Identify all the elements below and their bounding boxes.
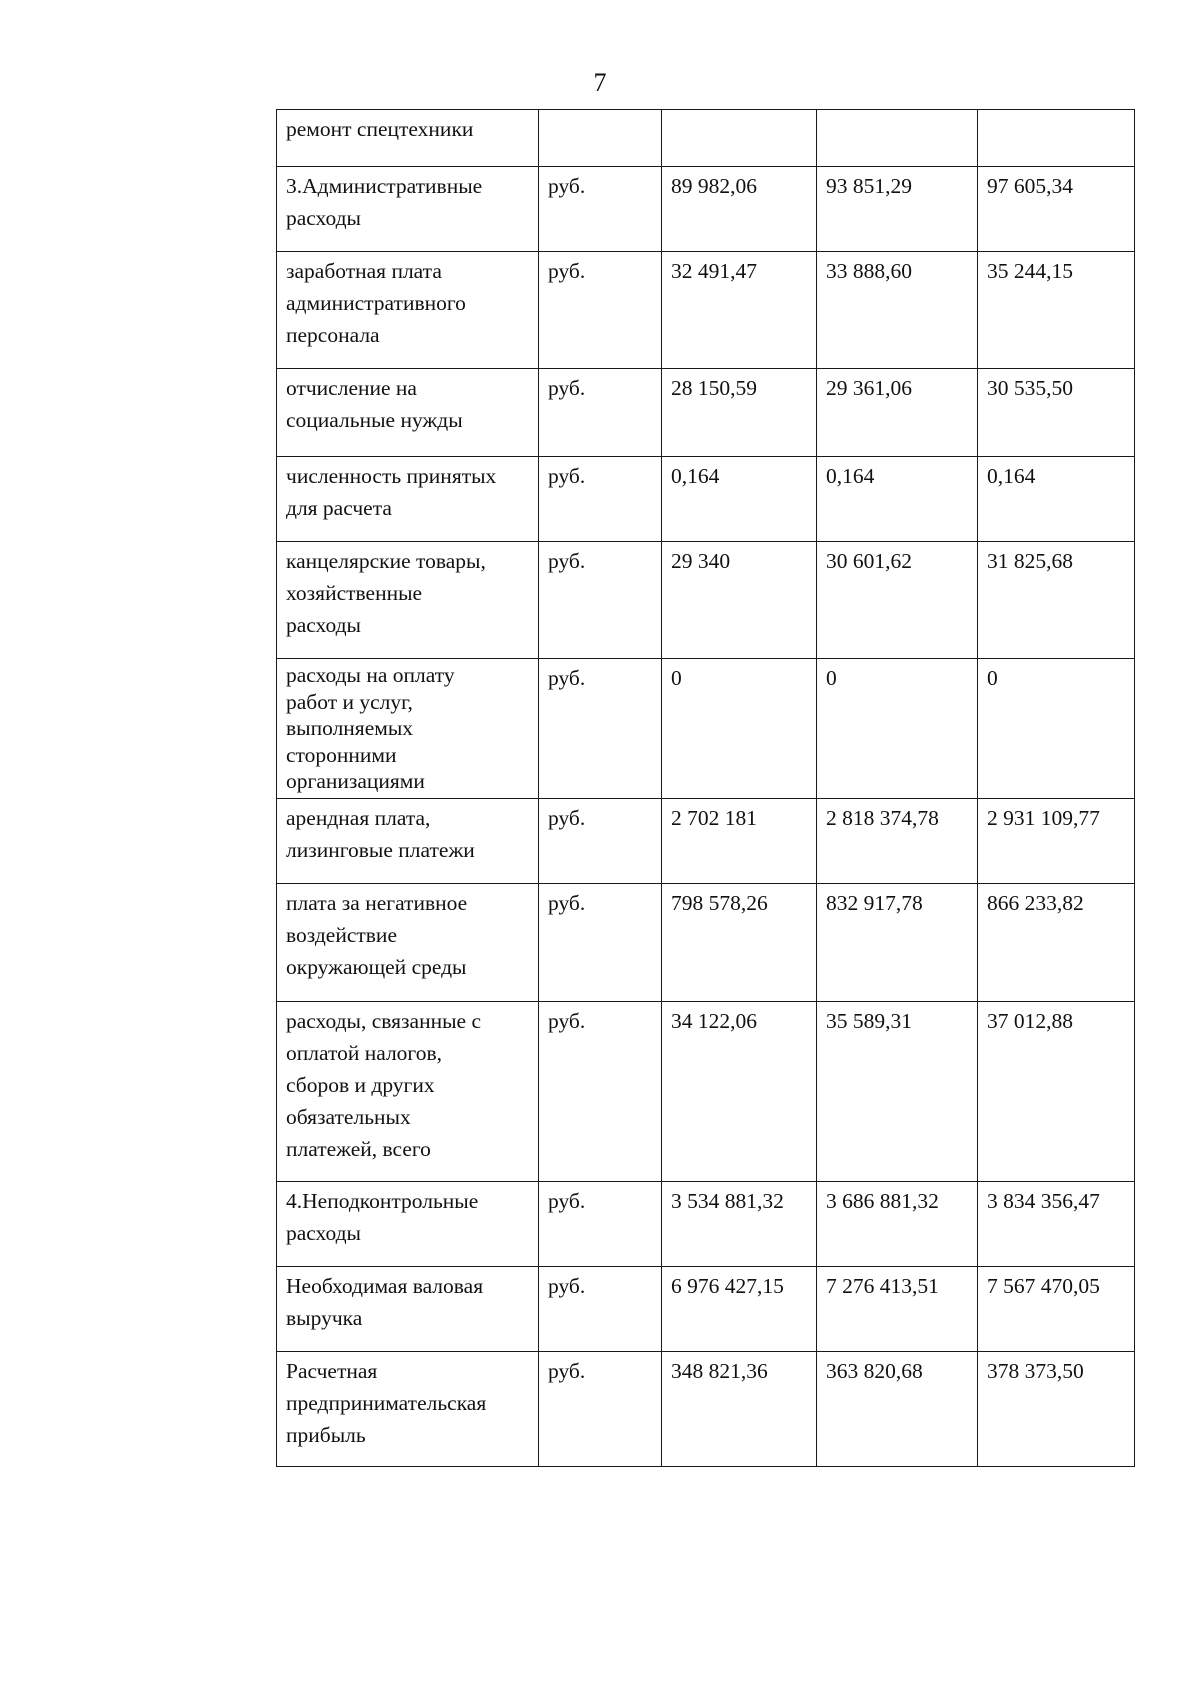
row-label xyxy=(277,1182,539,1267)
unit-cell: руб. xyxy=(539,542,662,659)
value-cell: 6 976 427,15 xyxy=(662,1267,817,1352)
value-cell: 832 917,78 xyxy=(817,884,978,1002)
table-row xyxy=(277,252,1135,369)
row-label xyxy=(277,369,539,457)
value-cell: 0 xyxy=(978,659,1135,799)
table-row xyxy=(277,884,1135,1002)
row-label-line: сборов и других xyxy=(286,1073,435,1097)
value-cell: 3 534 881,32 xyxy=(662,1182,817,1267)
value-cell xyxy=(817,110,978,167)
table-row xyxy=(277,659,1135,799)
row-label-line: воздействие xyxy=(286,923,397,947)
value-cell: 3 686 881,32 xyxy=(817,1182,978,1267)
value-cell: 29 361,06 xyxy=(817,369,978,457)
row-label-line: ремонт спецтехники xyxy=(286,117,474,141)
value-cell: 378 373,50 xyxy=(978,1352,1135,1467)
row-label-line: оплатой налогов, xyxy=(286,1041,442,1065)
table-row xyxy=(277,110,1135,167)
value-cell: 866 233,82 xyxy=(978,884,1135,1002)
unit-cell: руб. xyxy=(539,252,662,369)
row-label xyxy=(277,542,539,659)
value-cell xyxy=(662,110,817,167)
row-label-line: Расчетная xyxy=(286,1359,378,1383)
row-label-line: выполняемых xyxy=(286,716,414,740)
row-label xyxy=(277,799,539,884)
page-number: 7 xyxy=(593,68,607,97)
value-cell xyxy=(978,110,1135,167)
table-row xyxy=(277,369,1135,457)
value-cell: 3 834 356,47 xyxy=(978,1182,1135,1267)
row-label-line: сторонними xyxy=(286,742,397,767)
unit-cell: руб. xyxy=(539,167,662,252)
value-cell: 348 821,36 xyxy=(662,1352,817,1467)
row-label-line: обязательных xyxy=(286,1105,411,1129)
table-row xyxy=(277,1352,1135,1467)
unit-cell: руб. xyxy=(539,884,662,1002)
value-cell: 7 276 413,51 xyxy=(817,1267,978,1352)
table-row xyxy=(277,167,1135,252)
row-label-line: для расчета xyxy=(286,496,392,520)
value-cell: 89 982,06 xyxy=(662,167,817,252)
row-label-line: работ и услуг, xyxy=(286,689,413,714)
table-row xyxy=(277,542,1135,659)
unit-cell: руб. xyxy=(539,1002,662,1182)
table-row xyxy=(277,799,1135,884)
value-cell: 363 820,68 xyxy=(817,1352,978,1467)
value-cell: 2 818 374,78 xyxy=(817,799,978,884)
value-cell: 34 122,06 xyxy=(662,1002,817,1182)
unit-cell: руб. xyxy=(539,659,662,799)
row-label-line: предпринимательская xyxy=(286,1391,487,1415)
row-label-line: канцелярские товары, xyxy=(286,549,486,573)
row-label xyxy=(277,1002,539,1182)
value-cell: 93 851,29 xyxy=(817,167,978,252)
unit-cell: руб. xyxy=(539,1267,662,1352)
value-cell: 0,164 xyxy=(978,457,1135,542)
row-label-line: прибыль xyxy=(286,1423,366,1447)
row-label-line: организациями xyxy=(286,769,425,793)
row-label xyxy=(277,884,539,1002)
value-cell: 2 931 109,77 xyxy=(978,799,1135,884)
value-cell: 30 535,50 xyxy=(978,369,1135,457)
row-label-line: заработная плата xyxy=(286,259,442,283)
row-label xyxy=(277,1267,539,1352)
row-label-line: арендная плата, xyxy=(286,806,431,830)
row-label-line: социальные нужды xyxy=(286,408,463,432)
row-label-line: расходы xyxy=(286,1221,361,1245)
value-cell: 35 244,15 xyxy=(978,252,1135,369)
value-cell: 97 605,34 xyxy=(978,167,1135,252)
cost-table xyxy=(276,109,1135,1467)
row-label-line: отчисление на xyxy=(286,376,417,400)
unit-cell: руб. xyxy=(539,457,662,542)
value-cell: 35 589,31 xyxy=(817,1002,978,1182)
value-cell: 798 578,26 xyxy=(662,884,817,1002)
unit-cell: руб. xyxy=(539,369,662,457)
value-cell: 0 xyxy=(817,659,978,799)
row-label-line: расходы xyxy=(286,613,361,637)
table-row xyxy=(277,1267,1135,1352)
value-cell: 37 012,88 xyxy=(978,1002,1135,1182)
row-label xyxy=(277,1352,539,1467)
value-cell: 0,164 xyxy=(817,457,978,542)
table-row xyxy=(277,1002,1135,1182)
unit-cell xyxy=(539,110,662,167)
value-cell: 30 601,62 xyxy=(817,542,978,659)
value-cell: 32 491,47 xyxy=(662,252,817,369)
row-label xyxy=(277,659,539,799)
unit-cell: руб. xyxy=(539,1352,662,1467)
row-label xyxy=(277,252,539,369)
row-label-line: лизинговые платежи xyxy=(286,838,475,862)
value-cell: 29 340 xyxy=(662,542,817,659)
value-cell: 2 702 181 xyxy=(662,799,817,884)
table-row xyxy=(277,457,1135,542)
row-label xyxy=(277,457,539,542)
row-label-line: 4.Неподконтрольные xyxy=(286,1189,479,1213)
row-label-line: Необходимая валовая xyxy=(286,1274,484,1298)
row-label-line: выручка xyxy=(286,1306,363,1330)
row-label-line: расходы на оплату xyxy=(286,663,455,687)
value-cell: 7 567 470,05 xyxy=(978,1267,1135,1352)
row-label-line: персонала xyxy=(286,323,380,347)
row-label-line: 3.Административные xyxy=(286,174,483,198)
row-label-line: платежей, всего xyxy=(286,1137,431,1161)
row-label-line: административного xyxy=(286,291,466,315)
row-label-line: плата за негативное xyxy=(286,891,468,915)
row-label-line: расходы, связанные с xyxy=(286,1009,482,1033)
value-cell: 28 150,59 xyxy=(662,369,817,457)
value-cell: 0 xyxy=(662,659,817,799)
value-cell: 0,164 xyxy=(662,457,817,542)
unit-cell: руб. xyxy=(539,1182,662,1267)
value-cell: 31 825,68 xyxy=(978,542,1135,659)
value-cell: 33 888,60 xyxy=(817,252,978,369)
row-label-line: расходы xyxy=(286,206,361,230)
row-label xyxy=(277,110,539,167)
table-row xyxy=(277,1182,1135,1267)
row-label xyxy=(277,167,539,252)
unit-cell: руб. xyxy=(539,799,662,884)
row-label-line: хозяйственные xyxy=(286,581,423,605)
row-label-line: окружающей среды xyxy=(286,955,467,979)
row-label-line: численность принятых xyxy=(286,464,497,488)
